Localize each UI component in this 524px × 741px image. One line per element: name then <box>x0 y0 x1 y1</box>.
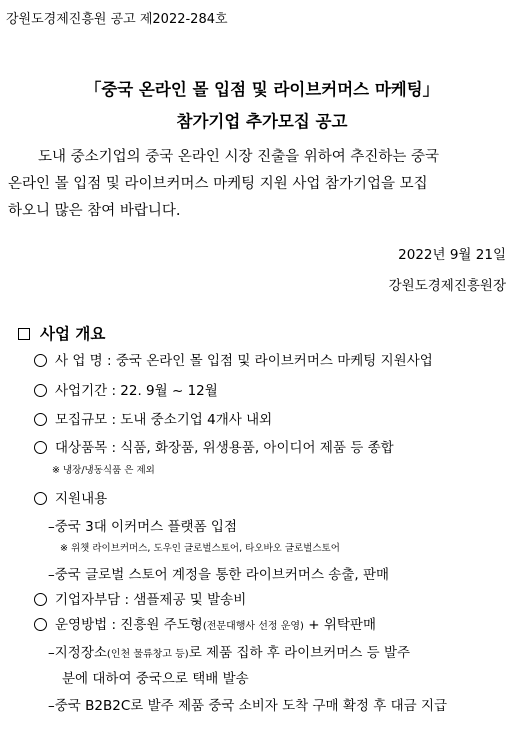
item-scale <box>34 408 272 428</box>
issuer: 강원도경제진흥원장 <box>388 278 506 294</box>
circle-bullet-icon <box>34 593 47 606</box>
item-burden-text: 기업자부담 : 샘플제공 및 발송비 <box>55 592 247 608</box>
checkbox-square-icon <box>18 328 30 340</box>
circle-bullet-icon <box>34 618 47 631</box>
circle-bullet-icon <box>34 413 47 426</box>
support-sub-1-note: ※ 위챗 라이브커머스, 도우인 글로벌스토어, 타오바오 글로벌스토어 <box>60 543 340 554</box>
title-line-1: 「중국 온라인 몰 입점 및 라이브커머스 마케팅」 <box>84 80 440 99</box>
notice-date: 2022년 9월 21일 <box>398 247 506 263</box>
method-sub-2: –중국 B2B2C로 발주 제품 중국 소비자 도착 구매 확정 후 대금 지급 <box>48 698 448 714</box>
item-products-note: ※ 냉장/냉동식품 은 제외 <box>52 465 155 476</box>
support-sub-1: –중국 3대 이커머스 플랫폼 입점 <box>48 519 237 535</box>
item-method-small: (전문대행사 선정 운영) <box>202 621 304 632</box>
intro-line-2: 온라인 몰 입점 및 라이브커머스 마케팅 지원 사업 참가기업을 모집 <box>8 176 428 192</box>
method-sub-1-cont: 분에 대하여 중국으로 택배 발송 <box>62 671 249 687</box>
circle-bullet-icon <box>34 492 47 505</box>
item-products <box>34 436 394 456</box>
item-period-text: 사업기간 : 22. 9월 ~ 12월 <box>55 383 218 399</box>
section-heading <box>18 322 105 344</box>
method-sub-1-small: (인천 물류창고 등) <box>106 649 189 660</box>
item-support-text: 지원내용 <box>55 491 108 507</box>
title-line-2: 참가기업 추가모집 공고 <box>176 112 348 131</box>
method-sub-1-a: –지정장소 <box>48 645 107 661</box>
item-method-label: 운영방법 : 진흥원 주도형 <box>55 617 203 633</box>
item-support <box>34 487 107 507</box>
item-products-text: 대상품목 : 식품, 화장품, 위생용품, 아이디어 제품 등 종합 <box>55 440 394 456</box>
method-sub-1 <box>48 641 410 661</box>
intro-line-3: 하오니 많은 참여 바랍니다. <box>8 203 181 219</box>
item-method <box>34 613 376 633</box>
item-scale-text: 모집규모 : 도내 중소기업 4개사 내외 <box>55 412 273 428</box>
support-sub-2: –중국 글로벌 스토어 계정을 통한 라이브커머스 송출, 판매 <box>48 567 390 583</box>
circle-bullet-icon <box>34 441 47 454</box>
item-project-name-text: 사 업 명 : 중국 온라인 몰 입점 및 라이브커머스 마케팅 지원사업 <box>55 353 433 369</box>
method-sub-1-b: 로 제품 집하 후 라이브커머스 등 발주 <box>188 645 411 661</box>
item-project-name <box>34 349 433 369</box>
circle-bullet-icon <box>34 384 47 397</box>
item-period <box>34 379 218 399</box>
item-method-rest: + 위탁판매 <box>303 617 377 633</box>
intro-line-1: 도내 중소기업의 중국 온라인 시장 진출을 위하여 추진하는 중국 <box>38 149 440 165</box>
item-burden <box>34 588 246 608</box>
circle-bullet-icon <box>34 354 47 367</box>
notice-number: 강원도경제진흥원 공고 제2022-284호 <box>6 12 228 27</box>
section-title: 사업 개요 <box>40 325 106 343</box>
